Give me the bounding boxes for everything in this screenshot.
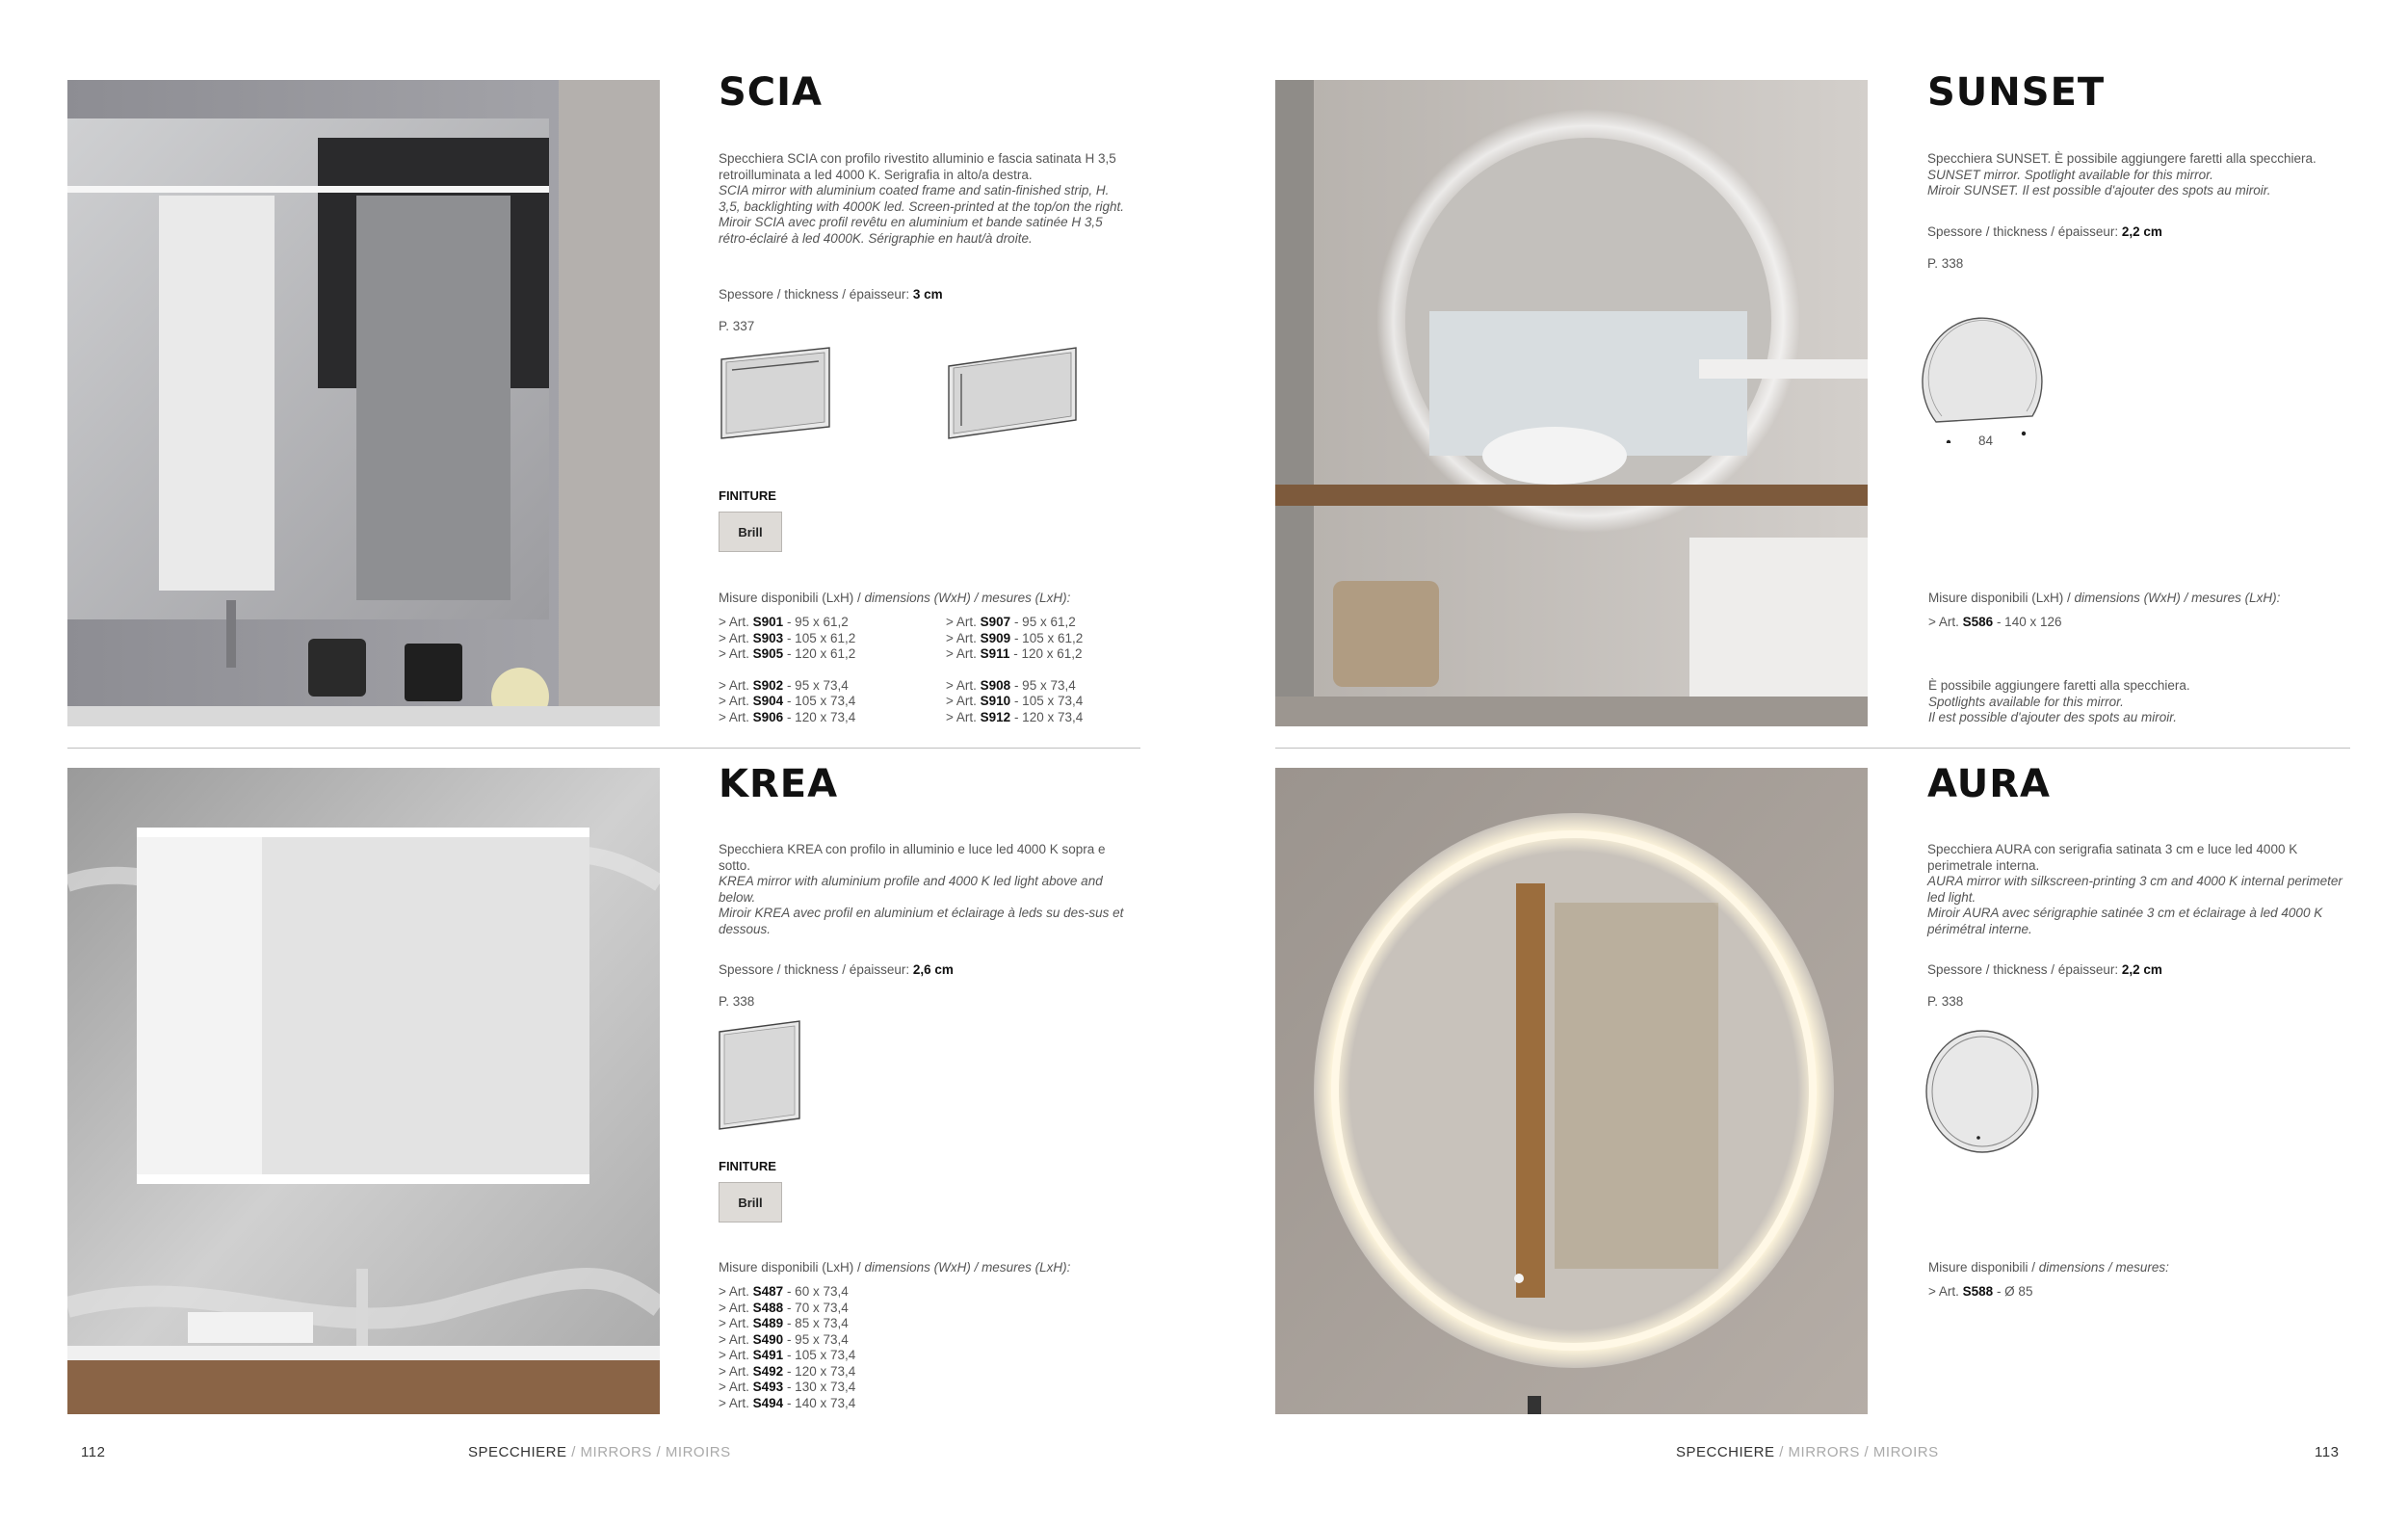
list-item: > Art. S912 - 120 x 73,4 — [946, 709, 1084, 724]
scia-finishes-label: FINITURE — [719, 488, 776, 503]
left-page-number: 112 — [81, 1444, 106, 1460]
sunset-title: SUNSET — [1927, 70, 2106, 115]
scia-drawing-side-strip — [946, 345, 1081, 441]
left-section-en: MIRRORS — [580, 1444, 652, 1460]
aura-thickness-value: 2,2 cm — [2121, 962, 2162, 977]
scia-finish-name: Brill — [738, 524, 763, 539]
aura-page-ref: P. 338 — [1927, 994, 1964, 1009]
krea-list — [719, 1284, 855, 1411]
list-item: > Art. S490 - 95 x 73,4 — [719, 1331, 849, 1347]
krea-desc-en: KREA mirror with aluminium profile and 4000 K led light above and below. — [719, 874, 1103, 905]
sunset-desc-fr: Miroir SUNSET. Il est possible d'ajouter des spots au miroir. — [1927, 183, 2271, 197]
scia-list-col1 — [719, 615, 855, 725]
scia-thickness-value: 3 cm — [912, 287, 943, 302]
aura-sizes-label-a: Misure disponibili / — [1928, 1260, 2039, 1275]
list-item: > Art. S909 - 105 x 61,2 — [946, 630, 1084, 645]
krea-finish-swatch[interactable] — [719, 1182, 782, 1223]
sunset-thickness-value: 2,2 cm — [2121, 224, 2162, 239]
sunset-note-it: È possibile aggiungere faretti alla specchiera. — [1928, 678, 2190, 693]
list-item: > Art. S908 - 95 x 73,4 — [946, 677, 1076, 693]
scia-description — [719, 151, 1133, 247]
right-section-label: SPECCHIERE / MIRRORS / MIROIRS — [1676, 1444, 1939, 1460]
sunset-desc-en: SUNSET mirror. Spotlight available for this mirror. — [1927, 167, 2213, 182]
krea-title: KREA — [719, 762, 839, 806]
krea-thickness-value: 2,6 cm — [912, 962, 954, 977]
sunset-sizes-label-a: Misure disponibili (LxH) / — [1928, 591, 2075, 605]
sunset-photo-illustration — [1275, 80, 1868, 726]
aura-desc-fr: Miroir AURA avec sérigraphie satinée 3 cm et éclairage à led 4000 K périmétral interne. — [1927, 906, 2323, 936]
list-item: > Art. S489 - 85 x 73,4 — [719, 1316, 849, 1330]
scia-desc-it: Specchiera SCIA con profilo rivestito alluminio e fascia satinata H 3,5 retroilluminata a led 4000 K. Serigrafia in alto/a destra. — [719, 151, 1116, 182]
aura-sizes-label — [1928, 1260, 2169, 1275]
aura-description — [1927, 842, 2351, 937]
list-item: > Art. S904 - 105 x 73,4 — [719, 694, 856, 708]
left-section-fr: MIROIRS — [665, 1444, 731, 1460]
scia-title: SCIA — [719, 70, 824, 115]
scia-sizes-label-a: Misure disponibili (LxH) / — [719, 591, 865, 605]
list-item: > Art. S905 - 120 x 61,2 — [719, 646, 856, 661]
krea-drawing — [717, 1018, 805, 1132]
sunset-note-en: Spotlights available for this mirror. — [1928, 694, 2124, 709]
sunset-list — [1928, 615, 2061, 631]
aura-drawing — [1923, 1027, 2044, 1158]
list-item: > Art. S494 - 140 x 73,4 — [719, 1395, 856, 1410]
list-item: > Art. S488 - 70 x 73,4 — [719, 1300, 849, 1315]
list-item: > Art. S910 - 105 x 73,4 — [946, 694, 1084, 708]
left-section-label: SPECCHIERE / MIRRORS / MIROIRS — [468, 1444, 731, 1460]
scia-page-ref: P. 337 — [719, 319, 755, 333]
left-divider — [67, 748, 1140, 749]
scia-drawing-top-strip — [719, 345, 834, 441]
aura-photo-illustration — [1275, 768, 1868, 1414]
right-page-number: 113 — [2315, 1444, 2340, 1460]
list-item: > Art. S586 - 140 x 126 — [1928, 615, 2062, 629]
list-item: > Art. S588 - Ø 85 — [1928, 1284, 2033, 1299]
list-item: > Art. S487 - 60 x 73,4 — [719, 1284, 849, 1299]
sunset-dimension-label: 84 — [1978, 434, 1994, 448]
aura-photo — [1275, 768, 1868, 1414]
left-section-main: SPECCHIERE — [468, 1444, 567, 1460]
krea-desc-it: Specchiera KREA con profilo in alluminio e luce led 4000 K sopra e sotto. — [719, 842, 1106, 873]
krea-photo — [67, 768, 660, 1414]
scia-sizes-label-b: dimensions (WxH) / mesures (LxH): — [864, 591, 1071, 605]
right-section-fr: MIROIRS — [1872, 1444, 1939, 1460]
sunset-drawing — [1915, 289, 2050, 443]
aura-thickness-label: Spessore / thickness / épaisseur: — [1927, 962, 2122, 977]
krea-description — [719, 842, 1133, 937]
scia-finish-swatch[interactable] — [719, 512, 782, 552]
aura-desc-it: Specchiera AURA con serigrafia satinata 3 cm e luce led 4000 K perimetrale interna. — [1927, 842, 2298, 873]
krea-finish-name: Brill — [738, 1195, 763, 1210]
sunset-page-ref: P. 338 — [1927, 256, 1964, 271]
scia-thickness-label: Spessore / thickness / épaisseur: — [719, 287, 913, 302]
scia-photo — [67, 80, 660, 726]
krea-thickness — [719, 962, 954, 977]
krea-sizes-label-b: dimensions (WxH) / mesures (LxH): — [864, 1260, 1071, 1275]
sunset-note-fr: Il est possible d'ajouter des spots au miroir. — [1928, 710, 2177, 724]
list-item: > Art. S901 - 95 x 61,2 — [719, 615, 849, 629]
aura-thickness — [1927, 962, 2162, 977]
list-item: > Art. S492 - 120 x 73,4 — [719, 1363, 856, 1379]
list-item: > Art. S902 - 95 x 73,4 — [719, 677, 849, 693]
aura-sizes-label-b: dimensions / mesures: — [2038, 1260, 2169, 1275]
right-section-main: SPECCHIERE — [1676, 1444, 1775, 1460]
krea-desc-fr: Miroir KREA avec profil en aluminium et éclairage à leds su des-sus et dessous. — [719, 906, 1124, 936]
sunset-photo — [1275, 80, 1868, 726]
sunset-desc-it: Specchiera SUNSET. È possibile aggiungere faretti alla specchiera. — [1927, 151, 2316, 166]
list-item: > Art. S911 - 120 x 61,2 — [946, 646, 1083, 661]
krea-photo-illustration — [67, 768, 660, 1414]
scia-desc-en: SCIA mirror with aluminium coated frame and satin-finished strip, H. 3,5, backlighting with 4000K led. Screen-printed at the top/on the right. — [719, 183, 1125, 214]
krea-page-ref: P. 338 — [719, 994, 755, 1009]
krea-thickness-label: Spessore / thickness / épaisseur: — [719, 962, 913, 977]
aura-title: AURA — [1927, 762, 2051, 806]
sunset-thickness-label: Spessore / thickness / épaisseur: — [1927, 224, 2122, 239]
krea-sizes-label — [719, 1260, 1070, 1275]
sunset-description — [1927, 151, 2361, 199]
right-section-en: MIRRORS — [1788, 1444, 1860, 1460]
list-item: > Art. S491 - 105 x 73,4 — [719, 1348, 856, 1362]
list-item: > Art. S907 - 95 x 61,2 — [946, 615, 1076, 629]
krea-finishes-label: FINITURE — [719, 1159, 776, 1173]
scia-sizes-label — [719, 591, 1070, 605]
scia-desc-fr: Miroir SCIA avec profil revêtu en aluminium et bande satinée H 3,5 rétro-éclairé à led 4000K. Sérigraphie en haut/à droite. — [719, 215, 1103, 246]
list-item: > Art. S493 - 130 x 73,4 — [719, 1380, 856, 1394]
list-item: > Art. S906 - 120 x 73,4 — [719, 709, 856, 724]
right-divider — [1275, 748, 2350, 749]
aura-list — [1928, 1284, 2032, 1301]
sunset-note — [1928, 678, 2362, 726]
sunset-sizes-label — [1928, 591, 2280, 605]
aura-desc-en: AURA mirror with silkscreen-printing 3 cm and 4000 K internal perimeter led light. — [1927, 874, 2343, 905]
scia-thickness — [719, 287, 943, 302]
scia-list-col2 — [946, 615, 1083, 725]
sunset-thickness — [1927, 224, 2162, 239]
scia-photo-illustration — [67, 80, 660, 726]
list-item: > Art. S903 - 105 x 61,2 — [719, 630, 856, 645]
krea-sizes-label-a: Misure disponibili (LxH) / — [719, 1260, 865, 1275]
sunset-sizes-label-b: dimensions (WxH) / mesures (LxH): — [2074, 591, 2281, 605]
